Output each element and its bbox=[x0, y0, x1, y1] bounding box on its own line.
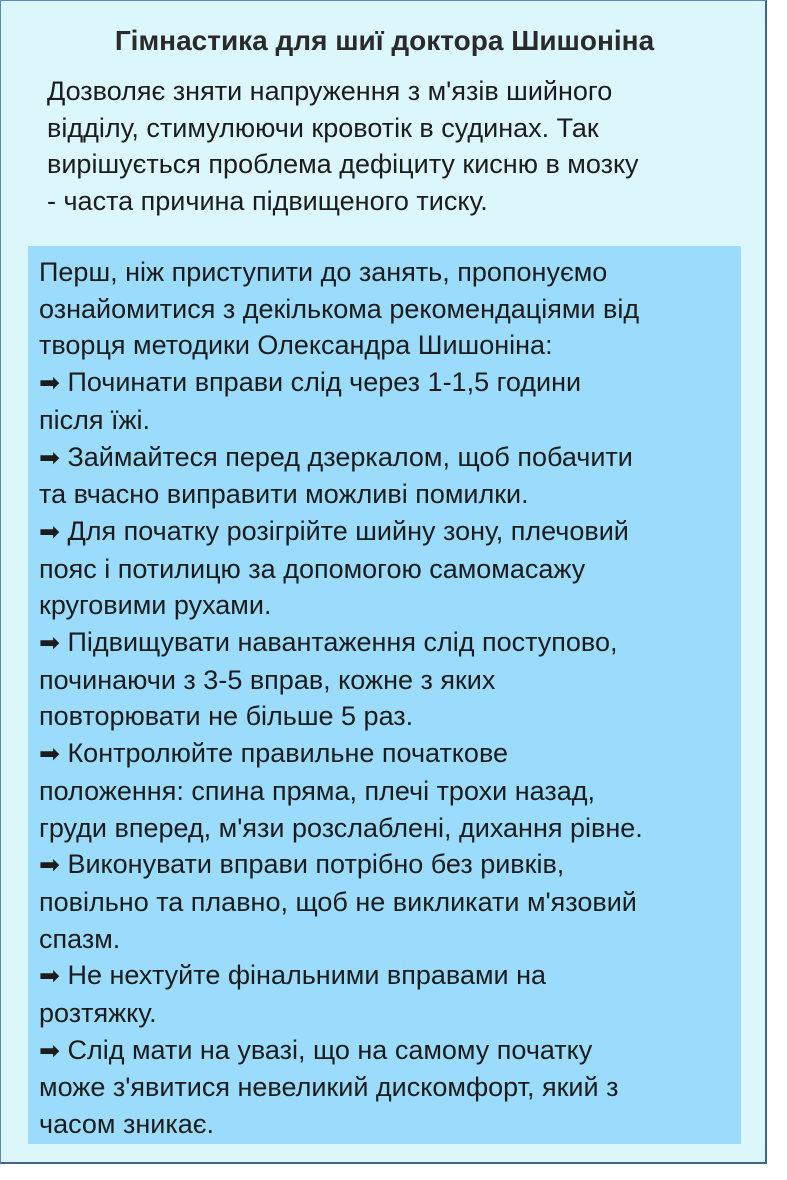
recommendation-line: груди вперед, м'язи розслаблені, дихання рівне. bbox=[39, 812, 643, 843]
recommendations-box bbox=[28, 246, 741, 1144]
recommendation-item bbox=[39, 735, 739, 846]
intro-line: відділу, стимулюючи кровотік в судинах. Так bbox=[47, 112, 599, 143]
recommendation-line: положення: спина пряма, плечі трохи назад, bbox=[39, 775, 596, 806]
recommendation-line: Не нехтуйте фінальними вправами на bbox=[59, 960, 547, 991]
recommendation-item bbox=[39, 624, 739, 735]
recommendation-line: та вчасно виправити можливі помилки. bbox=[39, 479, 529, 510]
right-arrow-icon: ➡ bbox=[39, 961, 60, 991]
recommendation-line: розтяжку. bbox=[39, 998, 157, 1029]
recommendation-line: пояс і потилицю за допомогою самомасажу bbox=[39, 553, 586, 584]
recommendation-line: Контролюйте правильне початкове bbox=[59, 738, 508, 769]
recommendation-line: починаючи з 3-5 вправ, кожне з яких bbox=[39, 664, 496, 695]
right-arrow-icon: ➡ bbox=[39, 516, 60, 546]
recommendation-item bbox=[39, 439, 739, 513]
recommendations-text bbox=[39, 254, 739, 1143]
intro-line: вирішується проблема дефіциту кисню в мозку bbox=[47, 149, 639, 179]
intro-paragraph bbox=[47, 73, 747, 219]
article-title: Гімнастика для шиї доктора Шишоніна bbox=[114, 25, 655, 56]
lead-line: Перш, ніж приступити до занять, пропонуємо bbox=[39, 257, 608, 287]
recommendation-line: повільно та плавно, щоб не викликати м'язовий bbox=[39, 886, 637, 917]
recommendation-line: Виконувати вправи потрібно без ривків, bbox=[59, 849, 565, 880]
recommendation-item bbox=[39, 513, 739, 624]
recommendation-item bbox=[39, 1032, 739, 1143]
intro-line: Дозволяє зняти напруження з м'язів шийного bbox=[47, 76, 613, 106]
recommendation-item bbox=[39, 364, 739, 438]
lead-line: ознайомитися з декількома рекомендаціями від bbox=[39, 293, 640, 324]
recommendation-line: Підвищувати навантаження слід поступово, bbox=[59, 627, 618, 658]
recommendation-line: спазм. bbox=[39, 923, 121, 954]
recommendation-line: може з'явитися невеликий дискомфорт, який з bbox=[39, 1072, 619, 1103]
right-arrow-icon: ➡ bbox=[39, 850, 60, 880]
recommendation-line: після їжі. bbox=[39, 404, 151, 435]
right-arrow-icon: ➡ bbox=[39, 442, 60, 472]
recommendation-line: Починати вправи слід через 1-1,5 години bbox=[59, 367, 582, 398]
right-arrow-icon: ➡ bbox=[39, 368, 60, 398]
recommendation-line: повторювати не більше 5 раз. bbox=[39, 701, 414, 732]
right-arrow-icon: ➡ bbox=[39, 1035, 60, 1065]
lead-line: творця методики Олександра Шишоніна: bbox=[39, 330, 553, 361]
recommendation-item bbox=[39, 846, 739, 957]
right-arrow-icon: ➡ bbox=[39, 739, 60, 769]
recommendation-item bbox=[39, 957, 739, 1031]
recommendation-line: круговими рухами. bbox=[39, 590, 272, 621]
right-arrow-icon: ➡ bbox=[39, 628, 60, 658]
recommendation-line: Для початку розігрійте шийну зону, плечовий bbox=[59, 515, 629, 546]
recommendation-line: Слід мати на увазі, що на самому початку bbox=[59, 1034, 593, 1065]
intro-line: - часта причина підвищеного тиску. bbox=[47, 185, 488, 216]
recommendation-line: часом зникає. bbox=[39, 1109, 215, 1140]
recommendation-line: Займайтеся перед дзеркалом, щоб побачити bbox=[59, 441, 633, 472]
